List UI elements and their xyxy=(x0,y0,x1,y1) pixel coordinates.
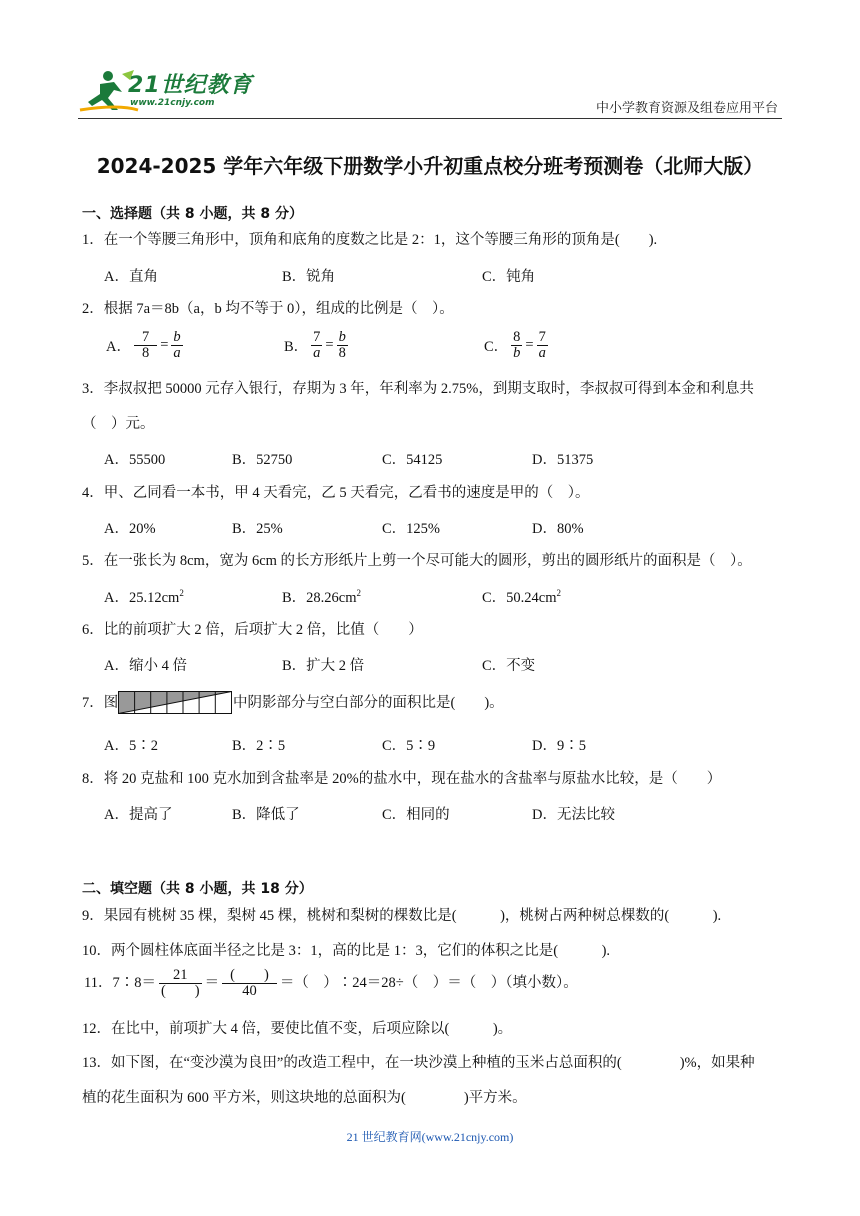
q3-option-a: A．55500 xyxy=(104,452,166,468)
q6-option-a: A．缩小 4 倍 xyxy=(104,658,187,674)
question-13-line-2: 植的花生面积为 600 平方米，则这块地的总面积为( )平方米。 xyxy=(82,1090,527,1106)
q8-option-d: D．无法比较 xyxy=(532,807,615,823)
question-10: 10．两个圆柱体底面半径之比是 3：1，高的比是 1：3，它们的体积之比是( ). xyxy=(82,943,611,959)
q2-option-a: A． $\frac{7}{8}$ = $\frac{b}{a}$ xyxy=(106,329,181,361)
question-6: 6．比的前项扩大 2 倍，后项扩大 2 倍，比值（ ） xyxy=(82,622,423,638)
logo-url: www.21cnjy.com xyxy=(130,98,215,108)
header-divider xyxy=(78,118,782,119)
question-3-line-1: 3．李叔叔把 50000 元存入银行，存期为 3 年，年利率为 2.75%，到期支取时，李叔叔可得到本金和利息共 xyxy=(82,381,754,397)
question-8: 8．将 20 克盐和 100 克水加到含盐率是 20%的盐水中，现在盐水的含盐率与原盐水比较，是（ ） xyxy=(82,771,722,787)
q3-option-d: D．51375 xyxy=(532,452,594,468)
q8-option-a: A．提高了 xyxy=(104,807,173,823)
q4-option-d: D．80% xyxy=(532,521,584,537)
question-11: 11．7∶8＝ $\frac{21}{( )}$ ＝ $\frac{( )}{40}$ ＝（ ）∶24＝28÷（ ）＝（ ）（填小数）。 xyxy=(84,967,578,999)
q6-option-c: C．不变 xyxy=(482,658,536,674)
shaded-rectangle-figure xyxy=(118,691,232,714)
q4-option-c: C．125% xyxy=(382,521,440,537)
question-1: 1．在一个等腰三角形中，顶角和底角的度数之比是 2：1，这个等腰三角形的顶角是( ). xyxy=(82,232,658,248)
q1-option-c: C．钝角 xyxy=(482,269,536,285)
q3-option-c: C．54125 xyxy=(382,452,443,468)
q4-option-a: A．20% xyxy=(104,521,156,537)
question-7-pre: 7．图 xyxy=(82,695,119,711)
question-5: 5．在一张长为 8cm，宽为 6cm 的长方形纸片上剪一个尽可能大的圆形，剪出的圆形纸片的面积是（ ）。 xyxy=(82,553,752,569)
section-heading-fill: 二、填空题（共 8 小题，共 18 分） xyxy=(82,881,313,897)
section-heading-choice: 一、选择题（共 8 小题，共 8 分） xyxy=(82,206,303,222)
q7-option-d: D．9∶5 xyxy=(532,738,586,754)
footer-link[interactable]: 21 世纪教育网(www.21cnjy.com) xyxy=(346,1130,514,1144)
q1-option-b: B．锐角 xyxy=(282,269,336,285)
q2-option-b: B． $\frac{7}{a}$ = $\frac{b}{8}$ xyxy=(284,329,346,361)
q7-option-b: B．2∶5 xyxy=(232,738,286,754)
logo-text: 21世纪教育 xyxy=(128,73,253,98)
q5-option-a: A．$25.12cm^2$ xyxy=(104,588,184,606)
q5-option-c: C．$50.24cm^2$ xyxy=(482,588,562,606)
q5-option-b: B．$28.26cm^2$ xyxy=(282,588,362,606)
q8-option-b: B．降低了 xyxy=(232,807,300,823)
q7-option-a: A．5∶2 xyxy=(104,738,158,754)
question-13-line-1: 13．如下图，在“变沙漠为良田”的改造工程中，在一块沙漠上种植的玉米占总面积的( )%，如果种 xyxy=(82,1055,755,1071)
question-4: 4．甲、乙同看一本书，甲 4 天看完，乙 5 天看完，乙看书的速度是甲的（ ）。 xyxy=(82,485,590,501)
question-7-post: 中阴影部分与空白部分的面积比是( )。 xyxy=(233,695,504,711)
q8-option-c: C．相同的 xyxy=(382,807,450,823)
question-9: 9．果园有桃树 35 棵，梨树 45 棵，桃树和梨树的棵数比是( )，桃树占两种树总棵数的( ). xyxy=(82,908,722,924)
q3-option-b: B．52750 xyxy=(232,452,293,468)
question-3-line-2: （ ）元。 xyxy=(82,416,155,432)
platform-label: 中小学教育资源及组卷应用平台 xyxy=(595,100,778,115)
q1-option-a: A．直角 xyxy=(104,269,158,285)
page-title: 2024-2025 学年六年级下册数学小升初重点校分班考预测卷（北师大版） xyxy=(96,154,764,178)
q6-option-b: B．扩大 2 倍 xyxy=(282,658,365,674)
q2-option-c: C． $\frac{8}{b}$ = $\frac{7}{a}$ xyxy=(484,329,546,361)
question-12: 12．在比中，前项扩大 4 倍，要使比值不变，后项应除以( )。 xyxy=(82,1021,513,1037)
question-2: 2．根据 7a＝8b（a，b 均不等于 0），组成的比例是（ ）。 xyxy=(82,301,454,317)
q7-option-c: C．5∶9 xyxy=(382,738,436,754)
q4-option-b: B．25% xyxy=(232,521,283,537)
